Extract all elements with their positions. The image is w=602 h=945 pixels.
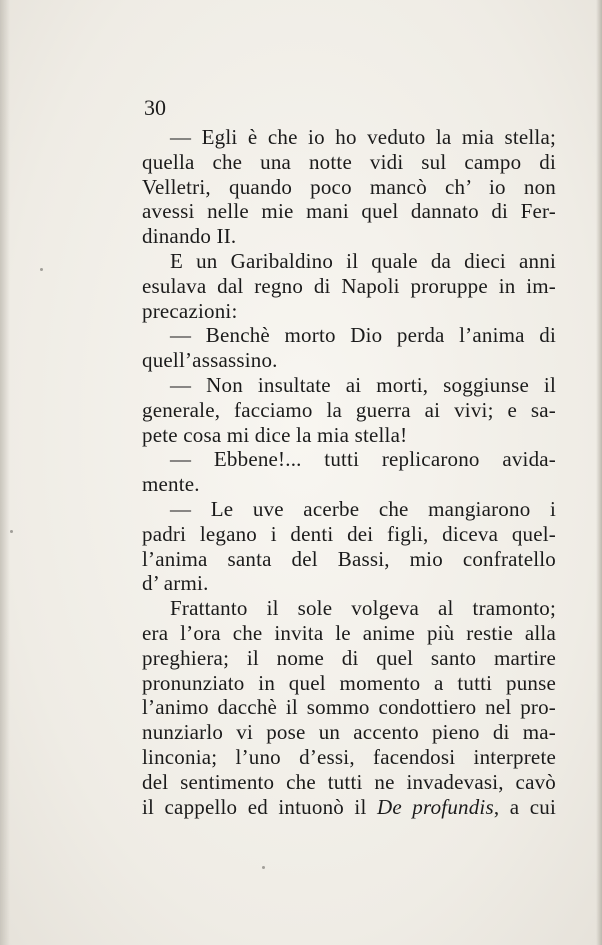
- last-line-before: il cappello ed intuonò il: [142, 794, 377, 819]
- text-line: avessi nelle mie mani quel dannato di Fer-: [142, 199, 556, 224]
- text-line: padri legano i denti dei figli, diceva quel-: [142, 521, 556, 546]
- text-line: mente.: [142, 472, 200, 497]
- text-line: linconia; l’uno d’essi, facendosi interprete: [142, 744, 556, 769]
- page-left-edge-shadow: [0, 0, 10, 945]
- paper-speck: [10, 530, 13, 533]
- text-line: dinando II.: [142, 224, 237, 249]
- text-line: — Egli è che io ho veduto la mia stella;: [170, 125, 556, 149]
- last-line-after: , a cui: [493, 794, 556, 819]
- text-line: generale, facciamo la guerra ai vivi; e sa-: [142, 397, 556, 422]
- text-line: — Non insultate ai morti, soggiunse il: [170, 372, 556, 397]
- text-line: — Ebbene!... tutti replicarono avida-: [170, 447, 556, 472]
- text-line: quell’assassino.: [142, 348, 278, 373]
- text-line: E un Garibaldino il quale da dieci anni: [170, 248, 556, 273]
- text-line: l’animo dacchè il sommo condottiero nel pro-: [142, 695, 556, 720]
- text-line: — Le uve acerbe che mangiarono i: [170, 496, 556, 521]
- text-line: preghiera; il nome di quel santo martire: [142, 645, 556, 670]
- paper-speck: [262, 866, 265, 869]
- text-line: era l’ora che invita le anime più restie alla: [142, 620, 556, 645]
- text-line: nunziarlo vi pose un accento pieno di ma-: [142, 720, 556, 745]
- text-line: — Benchè morto Dio perda l’anima di: [170, 323, 556, 348]
- text-line: pete cosa mi dice la mia stella!: [142, 422, 408, 447]
- text-line: esulava dal regno di Napoli proruppe in im-: [142, 273, 556, 298]
- page-right-edge-shadow: [596, 0, 602, 945]
- text-line: d’ armi.: [142, 571, 209, 596]
- text-line: Frattanto il sole volgeva al tramonto;: [170, 596, 556, 621]
- paper-speck: [40, 268, 43, 271]
- text-line: del sentimento che tutti ne invadevasi, cavò: [142, 769, 556, 794]
- text-line: precazioni:: [142, 298, 238, 323]
- body-text: [142, 125, 556, 819]
- text-line: pronunziato in quel momento a tutti punse: [142, 670, 556, 695]
- text-line: Velletri, quando poco mancò ch’ io non: [142, 174, 556, 199]
- italic-title: De profundis: [376, 794, 494, 819]
- page-number: 30: [144, 95, 166, 120]
- text-line-last: [142, 795, 556, 820]
- text-line: l’anima santa del Bassi, mio confratello: [142, 546, 556, 571]
- text-line: quella che una notte vidi sul campo di: [142, 149, 556, 174]
